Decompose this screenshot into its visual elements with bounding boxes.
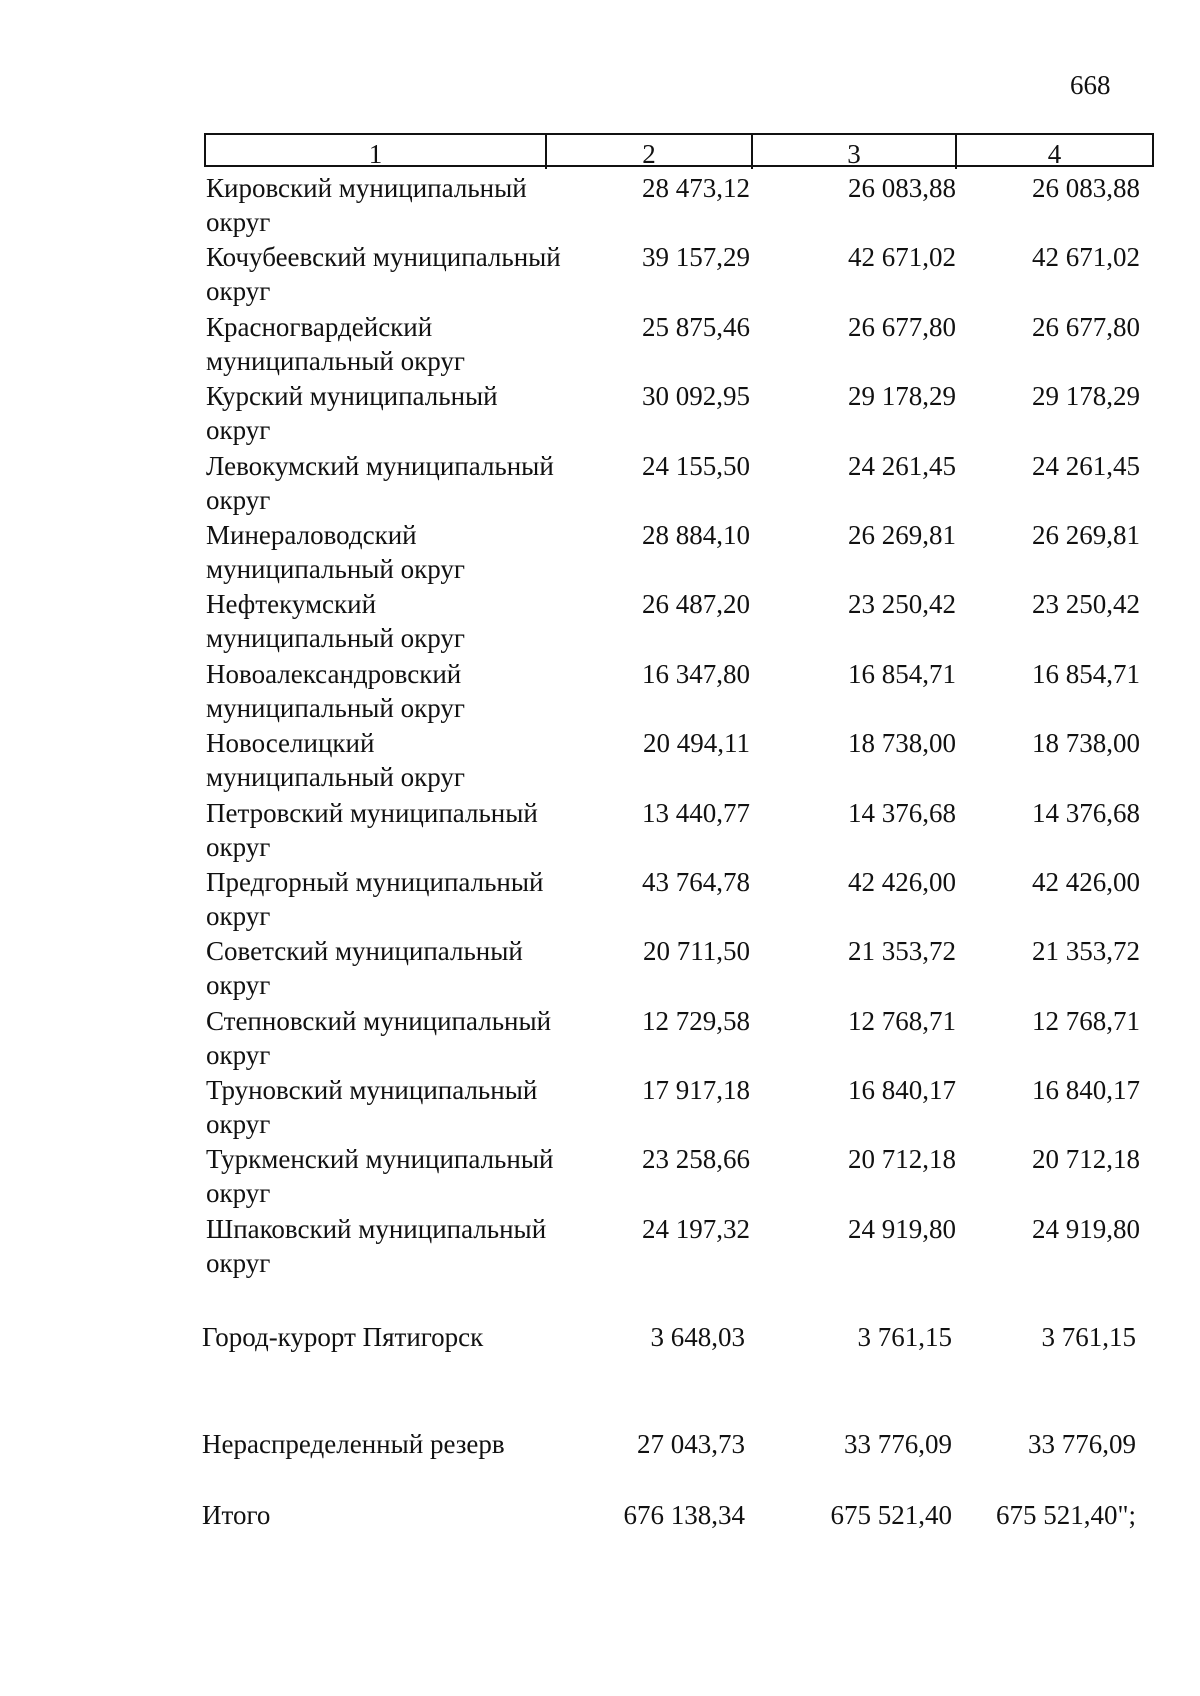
table-row [0, 930, 1200, 999]
table-row [0, 514, 1200, 583]
table-row [0, 583, 1200, 652]
page-number: 668 [1070, 70, 1111, 100]
value-col-2: 20 494,11 [643, 728, 750, 759]
district-name: Петровский муниципальный округ [206, 797, 538, 862]
table-row [0, 236, 1200, 305]
district-name: Левокумский муниципальный округ [206, 450, 554, 515]
value-col-2: 28 884,10 [642, 519, 750, 550]
value-col-2: 25 875,46 [642, 311, 750, 342]
district-name: Нефтекумский муниципальный округ [206, 589, 465, 654]
value-col-3: 16 854,71 [848, 658, 956, 689]
value-col-2: 16 347,80 [642, 658, 750, 689]
total-label: Итого [202, 1500, 271, 1530]
district-name: Кировский муниципальный округ [206, 173, 527, 237]
value-col-3: 3 761,15 [857, 1322, 952, 1352]
value-col-4: 18 738,00 [1032, 728, 1140, 759]
value-col-4: 14 376,68 [1032, 797, 1140, 828]
value-col-2: 27 043,73 [637, 1429, 745, 1459]
value-col-4: 29 178,29 [1032, 381, 1140, 412]
value-col-3: 42 426,00 [848, 866, 956, 897]
value-col-3: 24 919,80 [848, 1213, 956, 1244]
value-col-4: 24 261,45 [1032, 450, 1140, 481]
value-col-4: 33 776,09 [1028, 1429, 1136, 1459]
resort-name: Город-курорт Пятигорск [202, 1322, 484, 1352]
table-row [0, 445, 1200, 514]
value-col-3: 21 353,72 [848, 936, 956, 967]
value-col-2: 24 155,50 [642, 450, 750, 481]
value-col-4: 42 671,02 [1032, 242, 1140, 273]
district-name: Новоселицкий муниципальный округ [206, 728, 465, 793]
district-name: Кочубеевский муниципальный округ [206, 242, 561, 307]
value-col-2: 43 764,78 [642, 866, 750, 897]
value-col-3: 18 738,00 [848, 728, 956, 759]
table-row [0, 1208, 1200, 1277]
value-col-4: 26 269,81 [1032, 519, 1140, 550]
value-col-4: 12 768,71 [1032, 1005, 1140, 1036]
table-row [0, 1069, 1200, 1138]
value-col-4: 23 250,42 [1032, 589, 1140, 620]
district-name: Курский муниципальный округ [206, 381, 498, 446]
value-col-2: 676 138,34 [623, 1500, 745, 1530]
value-col-2: 3 648,03 [650, 1322, 745, 1352]
value-col-3: 26 677,80 [848, 311, 956, 342]
value-col-3: 14 376,68 [848, 797, 956, 828]
district-name: Степновский муниципальный округ [206, 1005, 552, 1070]
district-name: Предгорный муниципальный округ [206, 866, 544, 931]
value-col-2: 30 092,95 [642, 381, 750, 412]
table-row [0, 861, 1200, 930]
value-col-3: 26 083,88 [848, 173, 956, 203]
value-col-4: 24 919,80 [1032, 1213, 1140, 1244]
value-col-3: 20 712,18 [848, 1144, 956, 1175]
table-row [0, 653, 1200, 722]
value-col-2: 23 258,66 [642, 1144, 750, 1175]
table-row [0, 1138, 1200, 1207]
value-col-2: 17 917,18 [642, 1075, 750, 1106]
value-col-4: 21 353,72 [1032, 936, 1140, 967]
table-row [0, 375, 1200, 444]
header-col-4: 4 [1047, 139, 1062, 169]
value-col-2: 20 711,50 [643, 936, 750, 967]
value-col-4: 16 840,17 [1032, 1075, 1140, 1106]
value-col-3: 23 250,42 [848, 589, 956, 620]
value-col-2: 39 157,29 [642, 242, 750, 273]
table-body [0, 167, 1200, 1277]
value-col-3: 29 178,29 [848, 381, 956, 412]
value-col-4: 16 854,71 [1032, 658, 1140, 689]
header-col-1: 1 [206, 135, 547, 169]
district-name: Красногвардейский муниципальный округ [206, 311, 465, 376]
value-col-3: 33 776,09 [844, 1429, 952, 1459]
district-name: Труновский муниципальный округ [206, 1075, 538, 1140]
table-row [0, 792, 1200, 861]
value-col-4: 675 521,40"; [995, 1500, 1136, 1530]
value-col-2: 26 487,20 [642, 589, 750, 620]
reserve-name: Нераспределенный резерв [202, 1429, 505, 1459]
table-row [0, 306, 1200, 375]
header-col-3: 3 [753, 135, 957, 169]
value-col-3: 42 671,02 [848, 242, 956, 273]
value-col-4: 20 712,18 [1032, 1144, 1140, 1175]
district-name: Минераловодский муниципальный округ [206, 519, 465, 584]
value-col-2: 12 729,58 [642, 1005, 750, 1036]
district-name: Новоалександровский муниципальный округ [206, 658, 465, 723]
value-col-3: 26 269,81 [848, 519, 956, 550]
district-name: Туркменский муниципальный округ [206, 1144, 554, 1209]
value-col-2: 13 440,77 [642, 797, 750, 828]
district-name: Шпаковский муниципальный округ [206, 1213, 547, 1278]
table-header [204, 133, 1154, 167]
value-col-4: 42 426,00 [1032, 866, 1140, 897]
value-col-2: 24 197,32 [642, 1213, 750, 1244]
value-col-3: 675 521,40 [830, 1500, 952, 1530]
value-col-3: 16 840,17 [848, 1075, 956, 1106]
value-col-4: 3 761,15 [1041, 1322, 1136, 1352]
table-row [0, 722, 1200, 791]
value-col-4: 26 677,80 [1032, 311, 1140, 342]
table-row [0, 1000, 1200, 1069]
table-row [0, 167, 1200, 236]
value-col-2: 28 473,12 [642, 173, 750, 203]
value-col-3: 12 768,71 [848, 1005, 956, 1036]
value-col-4: 26 083,88 [1032, 173, 1140, 203]
value-col-3: 24 261,45 [848, 450, 956, 481]
district-name: Советский муниципальный округ [206, 936, 523, 1001]
header-col-2: 2 [547, 135, 753, 169]
